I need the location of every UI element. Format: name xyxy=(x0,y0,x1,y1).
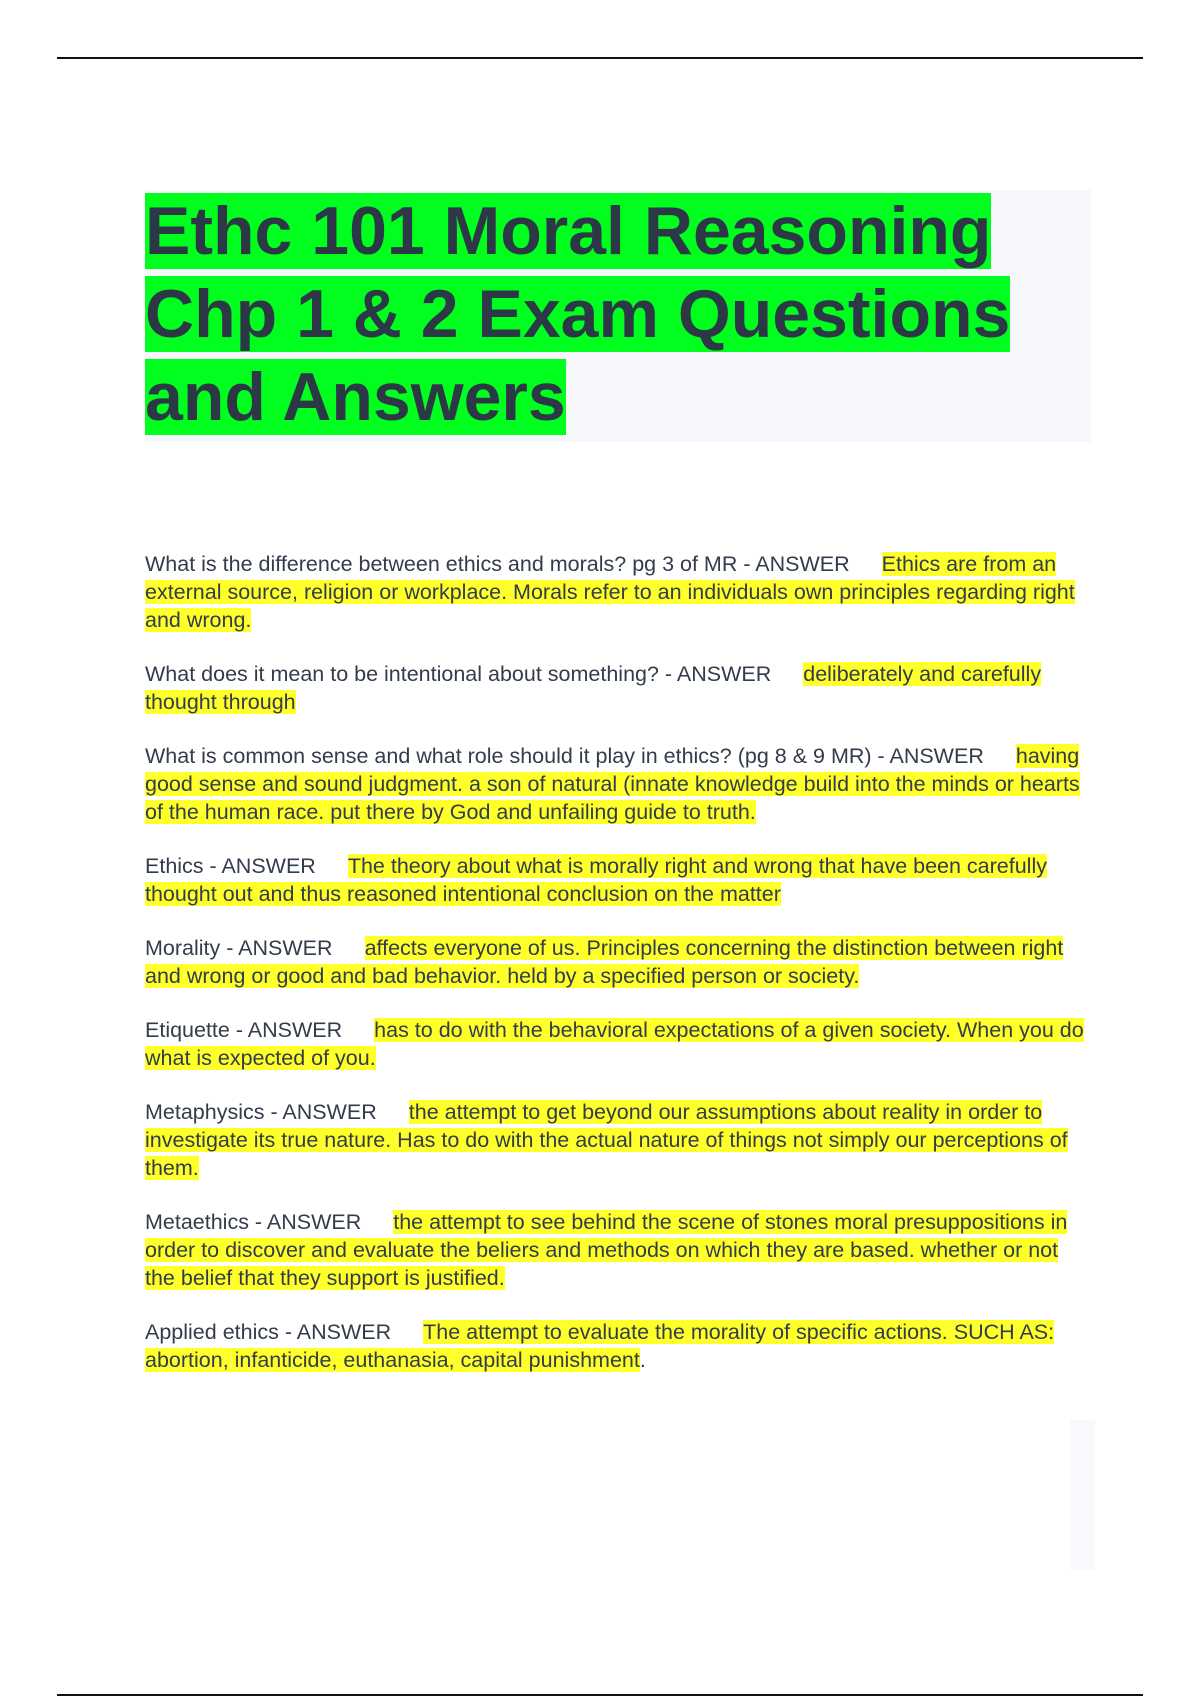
background-panel xyxy=(1070,1420,1095,1570)
qa-list xyxy=(145,550,1085,1400)
qa-item xyxy=(145,550,1085,634)
answer-text: deliberately and carefully thought through xyxy=(145,662,1042,714)
qa-item xyxy=(145,660,1085,716)
qa-item xyxy=(145,1208,1085,1292)
answer-text: The attempt to evaluate the morality of specific actions. SUCH AS: abortion, infanticide, euthanasia, capital punishment xyxy=(145,1320,1055,1372)
bottom-rule xyxy=(57,1694,1143,1696)
answer-text: having good sense and sound judgment. a son of natural (innate knowledge build into the minds or hearts of the human race. put there by God and unfailing guide to truth. xyxy=(145,744,1080,824)
top-rule xyxy=(57,57,1143,59)
question-text: Applied ethics - ANSWER xyxy=(145,1320,392,1344)
qa-item xyxy=(145,742,1085,826)
qa-item xyxy=(145,1016,1085,1072)
answer-text: the attempt to get beyond our assumptions about reality in order to investigate its true nature. Has to do with the actual nature of things not simply our perceptions of them. xyxy=(145,1100,1068,1180)
document-title xyxy=(145,190,1091,439)
qa-item xyxy=(145,934,1085,990)
answer-text: the attempt to see behind the scene of stones moral presuppositions in order to discover and evaluate the beliers and methods on which they are based. whether or not the belief that they support is justified. xyxy=(145,1210,1068,1290)
question-text: Metaphysics - ANSWER xyxy=(145,1100,377,1124)
title-highlight: Ethc 101 Moral Reasoning Chp 1 & 2 Exam Questions and Answers xyxy=(145,193,1011,435)
question-text: Etiquette - ANSWER xyxy=(145,1018,343,1042)
question-text: Morality - ANSWER xyxy=(145,936,333,960)
title-block xyxy=(145,190,1091,442)
question-text: Ethics - ANSWER xyxy=(145,854,316,878)
qa-item xyxy=(145,852,1085,908)
answer-text: Ethics are from an external source, religion or workplace. Morals refer to an individuals own principles regarding right and wrong. xyxy=(145,552,1075,632)
question-text: What is common sense and what role should it play in ethics? (pg 8 & 9 MR) - ANSWER xyxy=(145,744,984,768)
question-text: What is the difference between ethics and morals? pg 3 of MR - ANSWER xyxy=(145,552,850,576)
qa-item xyxy=(145,1098,1085,1182)
answer-text: has to do with the behavioral expectations of a given society. When you do what is expected of you. xyxy=(145,1018,1084,1070)
answer-text: affects everyone of us. Principles concerning the distinction between right and wrong or good and bad behavior. held by a specified person or society. xyxy=(145,936,1064,988)
qa-item xyxy=(145,1318,1085,1374)
question-text: What does it mean to be intentional about something? - ANSWER xyxy=(145,662,772,686)
answer-trailing-period: . xyxy=(639,1348,646,1372)
answer-text: The theory about what is morally right and wrong that have been carefully thought out and thus reasoned intentional conclusion on the matter xyxy=(145,854,1047,906)
question-text: Metaethics - ANSWER xyxy=(145,1210,362,1234)
